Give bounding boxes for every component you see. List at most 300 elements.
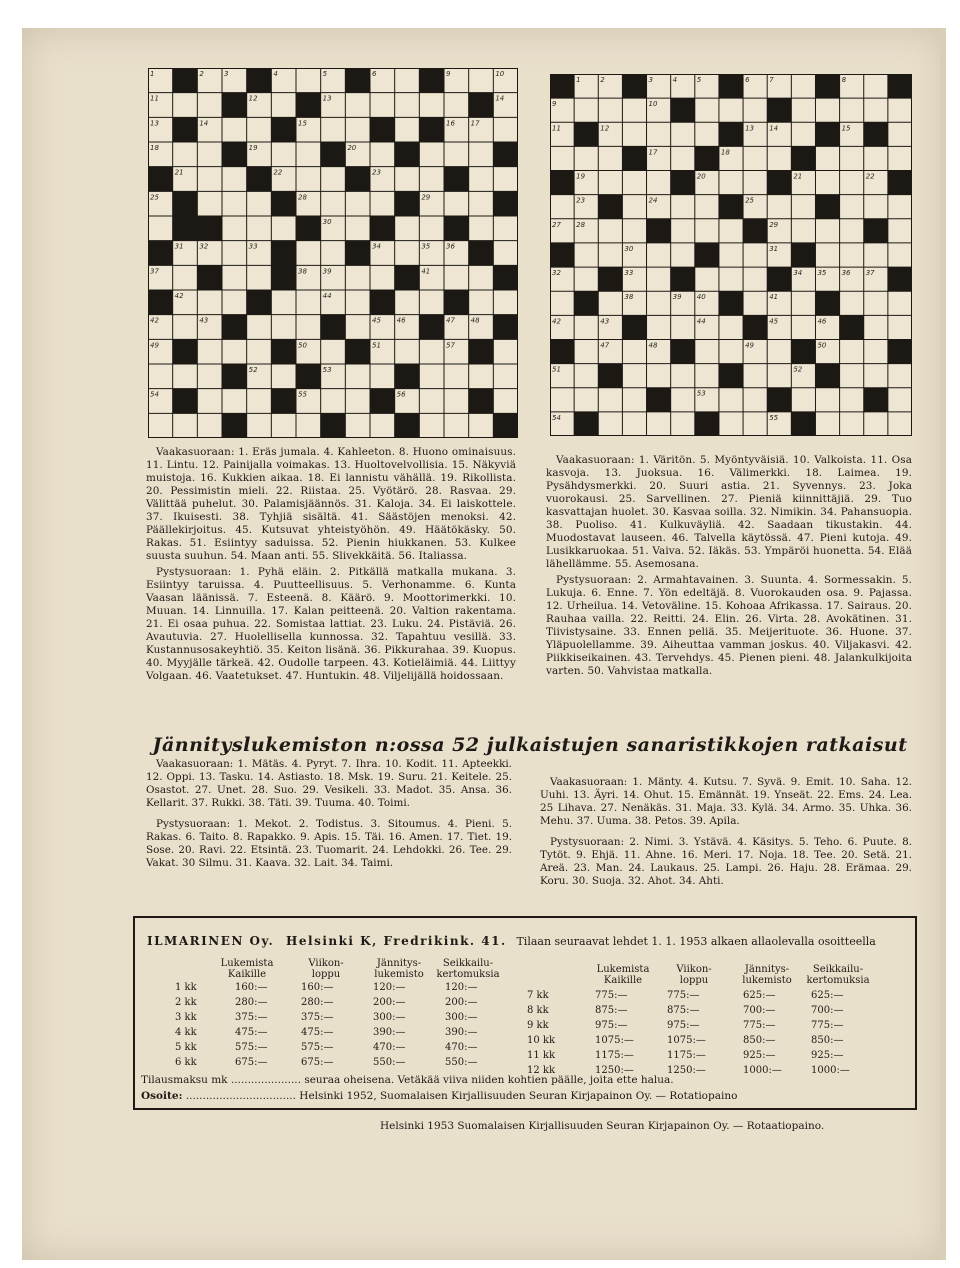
price-period: 4 kk: [175, 1027, 197, 1038]
grid-left-cell-number: 42: [150, 316, 159, 325]
price-value: 280:—: [235, 997, 268, 1008]
grid-right-cell-number: 14: [769, 124, 779, 133]
grid-right-black-cell: [574, 291, 598, 315]
clues-left-across: Vaakasuoraan: 1. Eräs jumala. 4. Kahleeton. 8. Huono ominaisuus. 11. Lintu. 12. Painijalla voimakas. 13. Huoltovelvollisia. 15. Näkyviä muistoja. 16. Kukkien aikaa. 18. Ei lannistu vähällä. 19. Rikollista. 20. Pessimistin mieli. 22. Riistaa. 25. Vyötärö. 28. Rasvaa. 29. Välittää puhelut. 30. Palamisjäännös. 31. Kaloja. 34. Ei laiskottele. 37. Ikuisesti. 38. Tyhjiä sisältä. 41. Säästöjen menoksi. 42. Päällekirjoitus. 45. Kutsuvat yhteistyöhön. 49. Häätökäsky. 50. Rakas. 51. Esiintyy saduissa. 52. Pienin hiukkanen. 53. Kulkee suusta suuhun. 54. Maan anti. 55. Slivekkäitä. 56. Italiassa.: [146, 446, 516, 562]
grid-left-cell-number: 14: [199, 119, 209, 128]
grid-left-black-cell: [395, 265, 420, 290]
price-period: 10 kk: [527, 1035, 556, 1046]
price-value: 470:—: [373, 1042, 406, 1053]
price-value: 375:—: [235, 1012, 268, 1023]
grid-right-cell-number: 51: [552, 365, 561, 374]
price-value: 1250:—: [595, 1065, 634, 1076]
price-period: 8 kk: [527, 1005, 549, 1016]
grid-left-black-cell: [419, 68, 444, 93]
price-value: 775:—: [743, 1020, 776, 1031]
grid-right-black-cell: [647, 388, 671, 412]
grid-right-cell-number: 11: [552, 124, 561, 133]
grid-right-cell-number: 45: [769, 317, 779, 326]
grid-left-black-cell: [247, 290, 272, 315]
grid-right-black-cell: [622, 146, 646, 170]
price-value: 850:—: [743, 1035, 776, 1046]
grid-right-cell-number: 31: [769, 244, 779, 253]
grid-right-black-cell: [671, 267, 695, 291]
grid-right-black-cell: [815, 291, 839, 315]
price-value: 700:—: [743, 1005, 776, 1016]
grid-left-black-cell: [444, 167, 469, 192]
grid-right-cell-number: 39: [672, 293, 682, 302]
price-value: 470:—: [445, 1042, 478, 1053]
grid-left-cell-number: 56: [396, 390, 406, 399]
price-value: 1075:—: [595, 1035, 634, 1046]
price-period: 5 kk: [175, 1042, 197, 1053]
price-value: 390:—: [445, 1027, 478, 1038]
solutions-title: Jännityslukemiston n:ossa 52 julkaistujen sanaristikkojen ratkaisut: [152, 734, 908, 756]
clues-right: [546, 454, 912, 681]
order-form-header: [147, 934, 876, 948]
grid-right-cell-number: 32: [552, 269, 561, 278]
grid-right-cell-number: 19: [576, 172, 586, 181]
grid-left-cell-number: 41: [421, 267, 431, 276]
grid-left-cell-number: 12: [248, 94, 258, 103]
price-period: 7 kk: [527, 990, 549, 1001]
grid-left-cell-number: 9: [446, 70, 451, 78]
grid-right-black-cell: [550, 339, 574, 363]
grid-right-black-cell: [598, 364, 622, 388]
clues-right-down: Pystysuoraan: 2. Armahtavainen. 3. Suunta. 4. Sormessakin. 5. Lukuja. 6. Enne. 7. Yön edeltäjä. 8. Vuorokauden osa. 9. Pajassa. 12. Urheilua. 14. Vetoväline. 15. Kohoaa Afrikassa. 17. Sairaus. 20. Rauhaa vailla. 22. Reitti. 24. Elin. 26. Virta. 28. Avokätinen. 31. Tiivistysaine. 33. Ennen peliä. 35. Meijerituote. 36. Huone. 37. Yläpuolellamme. 39. Aiheuttaa vamman joskus. 40. Viljakasvi. 42. Piikkiseikainen. 43. Tervehdys. 45. Pienen pieni. 48. Jalankulkijoita varten. 50. Vahvistaa matkalla.: [546, 574, 912, 677]
order-company: ILMARINEN Oy.: [147, 934, 275, 948]
price-period: 1 kk: [175, 982, 197, 993]
grid-right-black-cell: [791, 243, 815, 267]
grid-left-black-cell: [345, 68, 370, 93]
grid-left-cell-number: 37: [150, 267, 159, 276]
grid-left-black-cell: [321, 315, 346, 340]
grid-right-black-cell: [671, 98, 695, 122]
grid-left-black-cell: [370, 290, 395, 315]
grid-left-cell-number: 45: [372, 316, 381, 325]
grid-right-cell-number: 5: [696, 76, 702, 84]
grid-left-cell-number: 53: [322, 366, 332, 374]
price-value: 925:—: [811, 1050, 844, 1061]
grid-right-cell-number: 24: [648, 196, 658, 205]
grid-right-black-cell: [815, 195, 839, 219]
grid-left-black-cell: [173, 339, 198, 364]
grid-left-cell-number: 50: [298, 341, 307, 350]
grid-left-black-cell: [222, 142, 247, 167]
grid-right-black-cell: [864, 219, 888, 243]
grid-right-black-cell: [888, 339, 912, 363]
grid-left-black-cell: [345, 241, 370, 266]
crossword-grid-right[interactable]: [550, 74, 912, 436]
grid-right-black-cell: [622, 315, 646, 339]
grid-right-cell-number: 23: [576, 196, 586, 205]
price-value: 475:—: [301, 1027, 334, 1038]
grid-left-cell-number: 17: [470, 119, 480, 128]
price-value: 625:—: [743, 990, 776, 1001]
grid-left-black-cell: [370, 216, 395, 241]
grid-left-black-cell: [321, 142, 346, 167]
grid-left-black-cell: [173, 216, 198, 241]
grid-right-cell-number: 27: [552, 220, 561, 229]
grid-left-black-cell: [296, 364, 321, 389]
price-period: 11 kk: [527, 1050, 556, 1061]
solutions-left: [146, 758, 512, 878]
grid-left-black-cell: [271, 191, 296, 216]
grid-right-black-cell: [815, 364, 839, 388]
grid-left-black-cell: [444, 290, 469, 315]
grid-right-cell-number: 13: [745, 124, 754, 133]
grid-right-black-cell: [791, 412, 815, 436]
grid-right-cell-number: 53: [696, 389, 706, 398]
grid-right-black-cell: [791, 339, 815, 363]
price-value: 1250:—: [667, 1065, 706, 1076]
grid-right-cell-number: 18: [720, 148, 730, 157]
grid-right-cell-number: 47: [600, 341, 610, 350]
grid-left-cell-number: 49: [150, 341, 159, 350]
grid-right-cell-number: 34: [793, 269, 803, 278]
grid-left-cell-number: 33: [248, 242, 258, 251]
grid-left-svg: [148, 68, 518, 438]
grid-right-cell-number: 30: [624, 244, 634, 253]
price-value: 1000:—: [743, 1065, 782, 1076]
grid-right-cell-number: 40: [696, 293, 706, 302]
grid-left-cell-number: 16: [446, 119, 455, 128]
grid-right-cell-number: 54: [552, 413, 561, 422]
grid-left-cell-number: 51: [372, 341, 381, 350]
grid-left-black-cell: [173, 389, 198, 414]
grid-left-cell-number: 54: [150, 390, 159, 399]
order-form: [133, 916, 917, 1110]
grid-left-black-cell: [222, 315, 247, 340]
grid-right-cell-number: 12: [600, 124, 610, 133]
grid-right-cell-number: 48: [648, 341, 658, 350]
price-value: 550:—: [373, 1057, 406, 1068]
grid-left-black-cell: [197, 216, 222, 241]
price-value: 475:—: [235, 1027, 268, 1038]
price-value: 850:—: [811, 1035, 844, 1046]
grid-left-cell-number: 31: [174, 242, 184, 251]
header-lukemista-right: Lukemista Kaikille: [596, 964, 650, 986]
clues-left: [146, 446, 516, 686]
price-value: 160:—: [235, 982, 268, 993]
grid-right-black-cell: [671, 339, 695, 363]
grid-left-black-cell: [395, 413, 420, 438]
grid-right-cell-number: 38: [624, 293, 634, 302]
grid-left-black-cell: [197, 265, 222, 290]
grid-right-black-cell: [791, 146, 815, 170]
grid-left-black-cell: [419, 315, 444, 340]
grid-left-black-cell: [370, 389, 395, 414]
printer-footer: Helsinki 1953 Suomalaisen Kirjallisuuden Seuran Kirjapainon Oy. — Rotaatiopaino.: [380, 1120, 825, 1132]
price-value: 775:—: [595, 990, 628, 1001]
price-value: 200:—: [445, 997, 478, 1008]
grid-right-cell-number: 44: [696, 317, 706, 326]
grid-right-black-cell: [695, 243, 719, 267]
price-value: 390:—: [373, 1027, 406, 1038]
grid-right-black-cell: [719, 195, 743, 219]
grid-left-black-cell: [247, 167, 272, 192]
grid-right-cell-number: 6: [745, 76, 750, 84]
grid-right-black-cell: [840, 315, 864, 339]
grid-right-black-cell: [550, 243, 574, 267]
grid-left-cell-number: 52: [248, 366, 258, 374]
grid-left-black-cell: [395, 142, 420, 167]
price-value: 120:—: [445, 982, 478, 993]
grid-left-black-cell: [493, 265, 518, 290]
grid-right-cell-number: 7: [769, 76, 774, 84]
grid-right-cell-number: 52: [793, 365, 803, 374]
grid-right-cell-number: 3: [648, 76, 654, 84]
grid-right-cell-number: 2: [600, 76, 605, 84]
grid-left-cell-number: 15: [298, 119, 307, 128]
grid-left-black-cell: [444, 216, 469, 241]
grid-right-black-cell: [815, 74, 839, 98]
grid-left-cell-number: 39: [322, 267, 332, 276]
clues-right-across: Vaakasuoraan: 1. Väritön. 5. Myöntyväisiä. 10. Valkoista. 11. Osa kasvoja. 13. Juoksua. 16. Välimerkki. 18. Laimea. 19. Pysähdysmerkki. 20. Suuri astia. 21. Syvennys. 23. Joka vuorokausi. 25. Sarvellinen. 27. Pieniä kiinnittäjiä. 29. Tuo kasvattajan huolet. 30. Kasvaa soilla. 32. Nimikin. 34. Pahansuopia. 38. Puoliso. 41. Kulkuväyliä. 42. Saadaan tikustakin. 44. Muodostavat lauseen. 46. Talvella käytössä. 47. Pieni kutoja. 49. Lusikkaruokaa. 51. Vaiva. 52. Iäkäs. 53. Ympäröi huonetta. 54. Elää lähellämme. 55. Asemosana.: [546, 454, 912, 570]
payment-line: [141, 1074, 674, 1086]
grid-right-cell-number: 41: [769, 293, 779, 302]
grid-right-black-cell: [767, 388, 791, 412]
price-period: 2 kk: [175, 997, 197, 1008]
grid-right-cell-number: 33: [624, 269, 634, 278]
address-line: [141, 1090, 737, 1102]
price-value: 375:—: [301, 1012, 334, 1023]
price-value: 550:—: [445, 1057, 478, 1068]
grid-right-cell-number: 17: [648, 148, 658, 157]
header-lukemista-left: Lukemista Kaikille: [220, 958, 274, 980]
price-value: 120:—: [373, 982, 406, 993]
solutions-right-across: Vaakasuoraan: 1. Mänty. 4. Kutsu. 7. Syvä. 9. Emit. 10. Saha. 12. Uuhi. 13. Äyri. 14. Ohut. 15. Emännät. 19. Ynseät. 22. Ems. 24. Lea. 25 Lihava. 27. Nenäkäs. 31. Maja. 33. Kylä. 34. Armo. 35. Uhka. 36. Mehu. 37. Uuma. 38. Petos. 39. Apila.: [540, 776, 912, 827]
grid-left-cell-number: 38: [298, 267, 307, 276]
grid-right-black-cell: [743, 315, 767, 339]
grid-left-black-cell: [469, 339, 494, 364]
grid-left-black-cell: [296, 93, 321, 118]
grid-left-cell-number: 28: [298, 193, 307, 202]
grid-left-black-cell: [222, 413, 247, 438]
grid-right-cell-number: 4: [672, 76, 678, 84]
grid-right-black-cell: [767, 267, 791, 291]
price-value: 625:—: [811, 990, 844, 1001]
grid-right-cell-number: 28: [576, 220, 586, 229]
grid-left-cell-number: 11: [150, 94, 159, 103]
grid-left-cell-number: 14: [495, 94, 505, 103]
grid-left-black-cell: [296, 216, 321, 241]
grid-right-black-cell: [743, 219, 767, 243]
grid-right-black-cell: [815, 122, 839, 146]
solutions-right: [540, 776, 912, 896]
grid-left-cell-number: 29: [421, 193, 431, 202]
grid-right-black-cell: [719, 364, 743, 388]
grid-left-black-cell: [370, 117, 395, 142]
price-value: 280:—: [301, 997, 334, 1008]
header-seikkailu-left: Seikkailu- kertomuksia: [436, 958, 500, 980]
grid-left-black-cell: [345, 339, 370, 364]
order-intro: Tilaan seuraavat lehdet 1. 1. 1953 alkaen allaolevalla osoitteella: [516, 935, 876, 948]
header-seikkailu-right: Seikkailu- kertomuksia: [806, 964, 870, 986]
grid-right-black-cell: [695, 412, 719, 436]
grid-right-black-cell: [574, 412, 598, 436]
grid-left-cell-number: 18: [150, 144, 159, 152]
grid-left-black-cell: [148, 290, 173, 315]
grid-left-cell-number: 55: [298, 390, 307, 399]
grid-left-cell-number: 35: [421, 242, 431, 251]
grid-left-cell-number: 34: [372, 242, 381, 251]
price-value: 300:—: [445, 1012, 478, 1023]
address-label: Osoite:: [141, 1090, 183, 1102]
grid-right-cell-number: 29: [769, 220, 779, 229]
grid-left-black-cell: [173, 68, 198, 93]
grid-left-cell-number: 21: [174, 168, 184, 177]
price-value: 925:—: [743, 1050, 776, 1061]
address-text: Helsinki 1952, Suomalaisen Kirjallisuuden Seuran Kirjapainon Oy. — Rotatiopaino: [299, 1090, 738, 1102]
grid-right-cell-number: 20: [696, 172, 706, 181]
price-period: 6 kk: [175, 1057, 197, 1068]
crossword-grid-left[interactable]: [148, 68, 518, 438]
price-value: 1175:—: [595, 1050, 634, 1061]
price-value: 200:—: [373, 997, 406, 1008]
header-jannitys-left: Jännitys- lukemisto: [374, 958, 424, 980]
grid-right-black-cell: [671, 171, 695, 195]
price-value: 160:—: [301, 982, 334, 993]
grid-right-cell-number: 46: [817, 317, 827, 326]
price-value: 1175:—: [667, 1050, 706, 1061]
price-value: 1075:—: [667, 1035, 706, 1046]
grid-right-cell-number: 8: [841, 76, 847, 84]
grid-left-cell-number: 13: [322, 94, 332, 103]
payment-label: Tilausmaksu mk: [141, 1074, 228, 1086]
grid-right-black-cell: [888, 171, 912, 195]
grid-left-cell-number: 3: [224, 70, 229, 78]
grid-right-cell-number: 35: [817, 269, 827, 278]
header-viikonloppu-right: Viikon- loppu: [676, 964, 712, 986]
grid-left-black-cell: [271, 389, 296, 414]
grid-right-black-cell: [719, 122, 743, 146]
header-viikonloppu-left: Viikon- loppu: [308, 958, 344, 980]
grid-left-black-cell: [419, 117, 444, 142]
grid-right-black-cell: [767, 171, 791, 195]
grid-right-black-cell: [598, 195, 622, 219]
grid-left-cell-number: 4: [273, 70, 278, 78]
grid-right-cell-number: 21: [793, 172, 803, 181]
grid-left-cell-number: 46: [396, 316, 406, 325]
grid-left-black-cell: [148, 167, 173, 192]
grid-right-cell-number: 37: [865, 269, 875, 278]
order-address: Helsinki K, Fredrikink. 41.: [286, 934, 507, 948]
grid-left-cell-number: 2: [199, 70, 204, 78]
price-value: 575:—: [301, 1042, 334, 1053]
price-value: 975:—: [595, 1020, 628, 1031]
grid-left-black-cell: [173, 191, 198, 216]
payment-text: seuraa oheisena. Vetäkää viiva niiden kohtien päälle, joita ette halua.: [304, 1074, 674, 1086]
grid-left-cell-number: 44: [322, 292, 332, 300]
grid-left-cell-number: 42: [174, 292, 184, 300]
grid-left-black-cell: [173, 117, 198, 142]
price-period: 3 kk: [175, 1012, 197, 1023]
grid-left-black-cell: [247, 68, 272, 93]
grid-right-cell-number: 55: [769, 413, 779, 422]
grid-right-cell-number: 43: [600, 317, 610, 326]
grid-left-black-cell: [271, 265, 296, 290]
price-value: 300:—: [373, 1012, 406, 1023]
price-value: 1000:—: [811, 1065, 850, 1076]
grid-left-black-cell: [271, 241, 296, 266]
address-dots[interactable]: .................................: [185, 1090, 300, 1102]
grid-left-cell-number: 25: [150, 193, 159, 202]
grid-left-black-cell: [395, 364, 420, 389]
grid-left-cell-number: 36: [446, 242, 455, 251]
grid-right-cell-number: 50: [817, 341, 827, 350]
grid-right-cell-number: 36: [841, 269, 851, 278]
grid-left-black-cell: [469, 93, 494, 118]
grid-left-cell-number: 23: [372, 168, 381, 177]
grid-right-black-cell: [550, 171, 574, 195]
header-jannitys-right: Jännitys- lukemisto: [742, 964, 792, 986]
grid-left-cell-number: 6: [372, 70, 377, 78]
grid-right-cell-number: 22: [865, 172, 875, 181]
grid-right-black-cell: [888, 74, 912, 98]
solutions-left-down: Pystysuoraan: 1. Mekot. 2. Todistus. 3. Sitoumus. 4. Pieni. 5. Rakas. 6. Taito. 8. Rapakko. 9. Apis. 15. Täi. 16. Amen. 17. Tiet. 19. Sose. 20. Ravi. 22. Etsintä. 23. Tuomarit. 24. Lehdokki. 26. Tee. 29. Vakat. 30 Silmu. 31. Kaava. 32. Lait. 34. Taimi.: [146, 818, 512, 869]
grid-left-black-cell: [271, 117, 296, 142]
grid-right-cell-number: 15: [841, 124, 851, 133]
grid-left-black-cell: [321, 413, 346, 438]
grid-left-cell-number: 30: [322, 218, 332, 226]
solutions-left-across: Vaakasuoraan: 1. Mätäs. 4. Pyryt. 7. Ihra. 10. Kodit. 11. Apteekki. 12. Oppi. 13. Tasku. 14. Astiasto. 18. Msk. 19. Suru. 21. Keitele. 25. Osastot. 27. Unet. 28. Suo. 29. Vesikeli. 33. Madot. 35. Ansa. 36. Kellarit. 37. Rukki. 38. Täti. 39. Tuuma. 40. Toimi.: [146, 758, 512, 809]
price-value: 675:—: [235, 1057, 268, 1068]
grid-right-cell-number: 10: [648, 100, 658, 109]
grid-left-cell-number: 5: [322, 70, 328, 78]
grid-left-cell-number: 43: [199, 316, 209, 325]
grid-right-black-cell: [864, 388, 888, 412]
grid-left-black-cell: [493, 413, 518, 438]
grid-left-black-cell: [493, 191, 518, 216]
price-value: 700:—: [811, 1005, 844, 1016]
grid-right-black-cell: [550, 74, 574, 98]
grid-right-black-cell: [767, 98, 791, 122]
grid-left-black-cell: [345, 167, 370, 192]
grid-right-black-cell: [695, 146, 719, 170]
grid-left-black-cell: [271, 339, 296, 364]
grid-left-black-cell: [493, 142, 518, 167]
grid-right-cell-number: 49: [745, 341, 754, 350]
grid-right-svg: [550, 74, 912, 436]
price-period: 12 kk: [527, 1065, 556, 1076]
grid-left-cell-number: 1: [150, 70, 155, 78]
grid-left-black-cell: [148, 241, 173, 266]
grid-left-black-cell: [469, 389, 494, 414]
price-value: 875:—: [595, 1005, 628, 1016]
grid-left-cell-number: 57: [446, 341, 455, 350]
grid-right-black-cell: [598, 267, 622, 291]
grid-right-black-cell: [888, 267, 912, 291]
grid-right-cell-number: 25: [745, 196, 754, 205]
grid-right-cell-number: 1: [576, 76, 581, 84]
grid-right-black-cell: [647, 219, 671, 243]
payment-dots[interactable]: .....................: [230, 1074, 305, 1086]
grid-right-black-cell: [719, 291, 743, 315]
grid-left-cell-number: 47: [446, 316, 455, 325]
price-period: 9 kk: [527, 1020, 549, 1031]
grid-left-black-cell: [222, 364, 247, 389]
grid-right-cell-number: 42: [552, 317, 561, 326]
grid-right-black-cell: [719, 74, 743, 98]
price-value: 575:—: [235, 1042, 268, 1053]
grid-left-black-cell: [493, 315, 518, 340]
grid-right-black-cell: [622, 74, 646, 98]
grid-left-cell-number: 22: [273, 168, 283, 177]
price-value: 975:—: [667, 1020, 700, 1031]
grid-left-black-cell: [469, 241, 494, 266]
solutions-right-down: Pystysuoraan: 2. Nimi. 3. Ystävä. 4. Käsitys. 5. Teho. 6. Puute. 8. Tytöt. 9. Ehjä. 11. Ahne. 16. Meri. 17. Noja. 18. Tee. 20. Setä. 21. Areä. 23. Man. 24. Laukaus. 25. Lampi. 26. Haju. 28. Erämaa. 29. Koru. 30. Suoja. 32. Ahot. 34. Ahti.: [540, 836, 912, 887]
page-edge: [940, 28, 946, 1260]
